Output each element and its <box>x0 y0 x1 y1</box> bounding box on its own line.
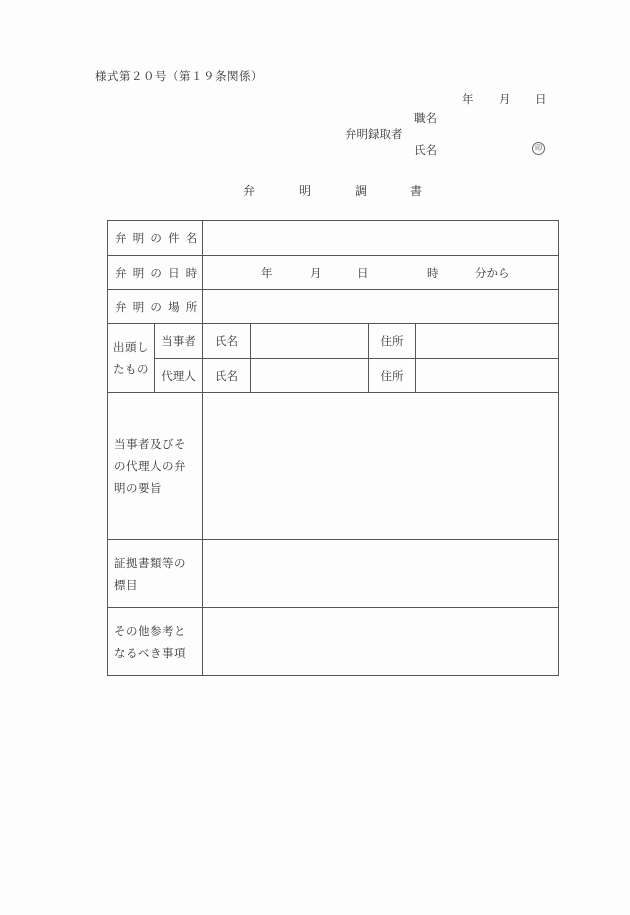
party-name-label: 氏名 <box>203 324 251 359</box>
row-evidence <box>108 540 559 608</box>
date-year-label: 年 <box>462 92 474 106</box>
date-day-label: 日 <box>535 92 547 106</box>
agent-address-label: 住所 <box>369 359 416 393</box>
agent-label: 代理人 <box>155 359 203 393</box>
party-address-label: 住所 <box>369 324 416 359</box>
datetime-day: 日 <box>357 265 369 280</box>
party-address-field[interactable] <box>416 324 559 359</box>
party-name-field[interactable] <box>251 324 369 359</box>
row-party <box>108 324 559 359</box>
subject-field[interactable] <box>203 221 559 256</box>
datetime-field[interactable] <box>203 256 559 290</box>
agent-name-field[interactable] <box>251 359 369 393</box>
row-place <box>108 290 559 324</box>
title-char: 弁 <box>243 184 256 198</box>
datetime-hour: 時 <box>427 265 439 280</box>
subject-label: 弁明の件名 <box>108 221 203 256</box>
datetime-month: 月 <box>310 265 322 280</box>
place-label: 弁明の場所 <box>108 290 203 324</box>
datetime-minute-from: 分から <box>475 265 510 280</box>
agent-name-label: 氏名 <box>203 359 251 393</box>
attendees-label: 出頭したもの <box>108 324 155 393</box>
party-label: 当事者 <box>155 324 203 359</box>
recorder-role-label: 弁明録取者 <box>345 127 403 141</box>
datetime-label: 弁明の日時 <box>108 256 203 290</box>
form-number: 様式第２０号（第１９条関係） <box>95 69 263 83</box>
summary-field[interactable] <box>203 393 559 540</box>
date-month-label: 月 <box>499 92 511 106</box>
seal-icon: 印 <box>532 142 545 155</box>
row-other <box>108 608 559 676</box>
agent-address-field[interactable] <box>416 359 559 393</box>
recorder-title-label: 職名 <box>414 111 437 125</box>
row-summary <box>108 393 559 540</box>
title-char: 明 <box>299 184 312 198</box>
recorder-name-label: 氏名 <box>414 143 437 157</box>
evidence-label: 証拠書類等の標目 <box>108 540 203 608</box>
row-agent <box>108 359 559 393</box>
title-char: 調 <box>355 184 368 198</box>
row-subject <box>108 221 559 256</box>
place-field[interactable] <box>203 290 559 324</box>
summary-label: 当事者及びその代理人の弁明の要旨 <box>108 393 203 540</box>
evidence-field[interactable] <box>203 540 559 608</box>
row-datetime <box>108 256 559 290</box>
other-field[interactable] <box>203 608 559 676</box>
datetime-year: 年 <box>261 265 273 280</box>
title-char: 書 <box>410 184 423 198</box>
other-label: その他参考となるべき事項 <box>108 608 203 676</box>
record-form-table <box>107 220 559 676</box>
